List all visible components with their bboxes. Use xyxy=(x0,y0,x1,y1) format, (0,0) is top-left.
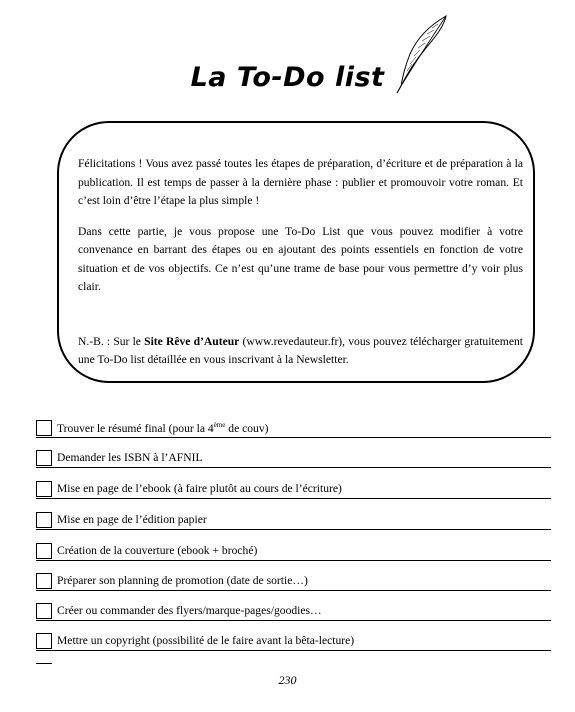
todo-checkbox[interactable] xyxy=(36,573,52,589)
todo-checkbox[interactable] xyxy=(36,481,52,497)
todo-item xyxy=(36,633,551,653)
todo-rule xyxy=(36,437,551,438)
todo-rule xyxy=(36,650,551,651)
page-number: 230 xyxy=(278,673,297,687)
todo-label: Trouver le résumé final (pour la 4ème de couv) xyxy=(57,421,269,435)
todo-checkbox[interactable] xyxy=(36,450,52,466)
todo-rule xyxy=(36,620,551,621)
newsletter-note xyxy=(78,333,523,370)
todo-checkbox[interactable] xyxy=(36,633,52,649)
note-prefix: N.-B. : Sur le xyxy=(78,334,145,348)
todo-rule xyxy=(36,529,551,530)
todo-label: Mettre un copyright (possibilité de le faire avant la bêta-lecture) xyxy=(57,634,355,647)
divider xyxy=(36,663,52,664)
todo-checkbox[interactable] xyxy=(36,420,52,436)
todo-rule xyxy=(36,467,551,468)
todo-label: Préparer son planning de promotion (date de sortie…) xyxy=(57,574,308,587)
todo-rule xyxy=(36,498,551,499)
site-name: Site Rêve d’Auteur xyxy=(144,334,240,348)
todo-item xyxy=(36,543,551,563)
intro-text xyxy=(78,155,523,382)
todo-item xyxy=(36,573,551,593)
todo-item xyxy=(36,450,551,470)
intro-paragraph: Dans cette partie, je vous propose une To-Do List que vous pouvez modifier à votre convenance en barrant des étapes ou en ajoutant des points essentiels en fonction de votre situation et de vos objectifs. Ce n’est qu’une trame de base pour vous permettre d’y voir plus clair. xyxy=(78,224,523,293)
todo-checkbox[interactable] xyxy=(36,603,52,619)
todo-rule xyxy=(36,590,551,591)
intro-paragraph: Félicitations ! Vous avez passé toutes les étapes de préparation, d’écriture et de préparation à la publication. Il est temps de passer à la dernière phase : publier et promouvoir votre roman. Et c’est loin d’être l’étape la plus simple ! xyxy=(78,157,523,207)
todo-label: Demander les ISBN à l’AFNIL xyxy=(57,451,203,464)
todo-rule xyxy=(36,560,551,561)
todo-label: Créer ou commander des flyers/marque-pages/goodies… xyxy=(57,604,322,617)
todo-item xyxy=(36,603,551,623)
page-title: La To-Do list xyxy=(190,62,385,93)
todo-checkbox[interactable] xyxy=(36,543,52,559)
todo-item xyxy=(36,481,551,501)
todo-item xyxy=(36,420,551,440)
todo-label: Création de la couverture (ebook + broché) xyxy=(57,544,258,557)
todo-item xyxy=(36,512,551,532)
note-suffix: (www.revedauteur.fr), vous pouvez télécharger gratuitement une To-Do list détaillée en vous inscrivant à la Newsletter. xyxy=(78,334,523,366)
todo-checkbox[interactable] xyxy=(36,512,52,528)
todo-label: Mise en page de l’édition papier xyxy=(57,513,207,526)
todo-label: Mise en page de l’ebook (à faire plutôt au cours de l’écriture) xyxy=(57,482,342,495)
